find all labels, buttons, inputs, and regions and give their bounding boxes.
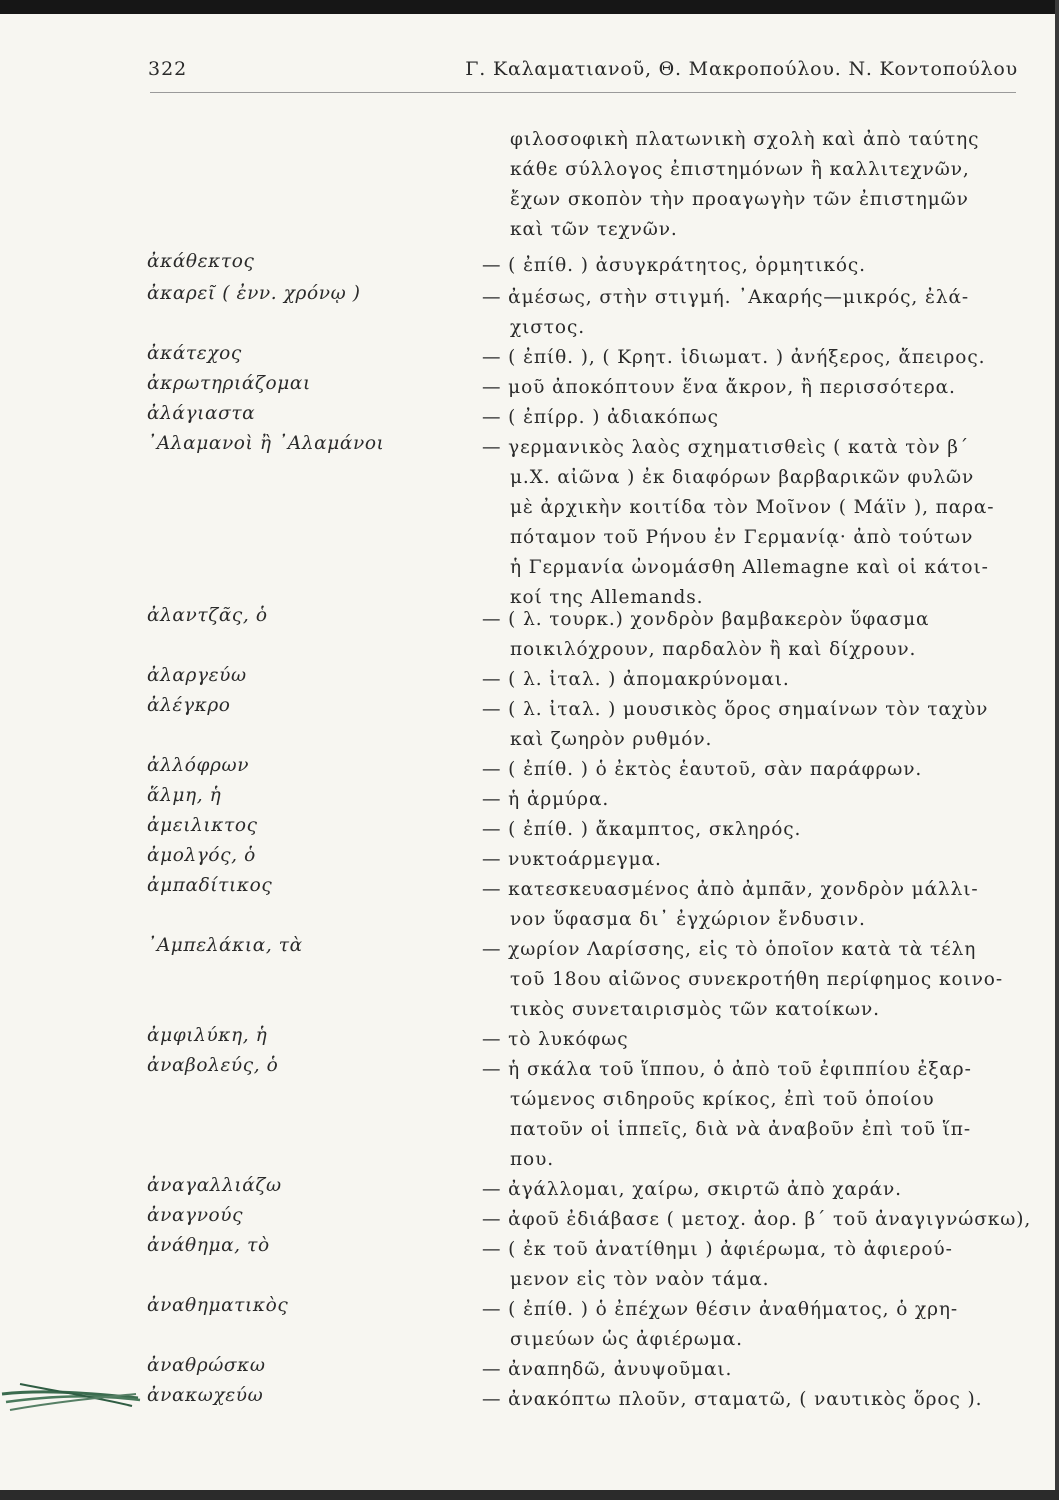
entry-definition [482, 785, 1017, 815]
entry-definition [482, 695, 1017, 755]
entry-definition [482, 433, 1017, 613]
definition-line: — ( ἐπίθ. ) ἄκαμπτος, σκληρός. [482, 819, 802, 840]
definition-line: τώμενος σιδηροῦς κρίκος, ἐπὶ τοῦ ὁποίου [510, 1089, 935, 1110]
entry-definition [482, 1355, 1017, 1385]
definition-line: — ( ἐπίθ. ), ( Κρητ. ἰδιωματ. ) ἀνήξερος, ἄπειρος. [482, 347, 986, 368]
entry-headword: ᾿Αμπελάκια, τὰ [147, 935, 303, 956]
definition-line: — μοῦ ἀποκόπτουν ἕνα ἄκρον, ἢ περισσότερα. [482, 377, 956, 398]
entry-headword: ἀναβολεύς, ὁ [147, 1055, 279, 1076]
definition-line: — ( ἐπίθ. ) ὁ ἐπέχων θέσιν ἀναθήματος, ὁ χρη- [482, 1299, 959, 1320]
definition-line: μενον εἰς τὸν ναὸν τάμα. [510, 1269, 770, 1290]
definition-line: τοῦ 18ου αἰῶνος συνεκροτήθη περίφημος κοινο- [510, 969, 1003, 990]
continued-definition [510, 125, 1020, 245]
entry-headword: ἀμφιλύκη, ἡ [147, 1025, 268, 1046]
intro-line: ἔχων σκοπὸν τὴν προαγωγὴν τῶν ἐπιστημῶν [510, 189, 969, 210]
entry-definition [482, 1175, 1017, 1205]
entry-headword: ἀναγαλλιάζω [147, 1175, 282, 1196]
definition-line: — ( ἐπίθ. ) ἀσυγκράτητος, ὁρμητικός. [482, 255, 866, 276]
entry-headword: ἀναθρώσκω [147, 1355, 266, 1376]
entry-definition [482, 755, 1017, 785]
definition-line: μ.Χ. αἰῶνα ) ἐκ διαφόρων βαρβαρικῶν φυλῶν [510, 467, 975, 488]
definition-line: — ἀμέσως, στὴν στιγμή. ᾿Ακαρής—μικρός, ἐλά- [482, 287, 969, 308]
definition-line: — ( λ. ἰταλ. ) μουσικὸς ὅρος σημαίνων τὸν ταχὺν [482, 699, 989, 720]
definition-line: νον ὕφασμα δι᾿ ἐγχώριον ἔνδυσιν. [510, 909, 866, 930]
entry-headword: ἀκάθεκτος [147, 251, 255, 272]
entry-definition [482, 1235, 1017, 1295]
definition-line: κοί της Allemands. [510, 587, 704, 608]
entry-definition [482, 935, 1017, 1025]
entry-headword: ἀλέγκρο [147, 695, 231, 716]
definition-line: χιστος. [510, 317, 586, 338]
entry-definition [482, 815, 1017, 845]
scan-right-border [1055, 0, 1059, 1500]
entry-headword: ἀνακωχεύω [147, 1385, 264, 1406]
entry-definition [482, 605, 1017, 665]
entry-headword: ἀκρωτηριάζομαι [147, 373, 311, 394]
definition-line: που. [510, 1149, 555, 1170]
entry-definition [482, 665, 1017, 695]
entry-definition [482, 403, 1017, 433]
pen-mark [0, 1372, 150, 1422]
entry-headword: ἀναθηματικὸς [147, 1295, 289, 1316]
scan-top-border [0, 0, 1059, 14]
entry-headword: ἀκάτεχος [147, 343, 242, 364]
running-head: Γ. Καλαματιανοῦ, Θ. Μακροπούλου. Ν. Κοντοπούλου [465, 58, 1018, 80]
entry-headword: ἀναγνούς [147, 1205, 244, 1226]
page-header [148, 56, 1018, 96]
definition-line: — ἀγάλλομαι, χαίρω, σκιρτῶ ἀπὸ χαράν. [482, 1179, 902, 1200]
header-rule [150, 92, 1016, 93]
definition-line: καὶ ζωηρὸν ρυθμόν. [510, 729, 713, 750]
entry-definition [482, 875, 1017, 935]
entry-headword: ἀλαργεύω [147, 665, 247, 686]
definition-line: ποικιλόχρουν, παρδαλὸν ἢ καὶ δίχρουν. [510, 639, 917, 660]
definition-line: — νυκτοάρμεγμα. [482, 849, 662, 870]
entry-definition [482, 283, 1017, 343]
entry-headword: ἀλλόφρων [147, 755, 250, 776]
definition-line: — ἀφοῦ ἐδιάβασε ( μετοχ. ἀορ. β΄ τοῦ ἀναγιγνώσκω), [482, 1209, 1032, 1230]
entry-definition [482, 1295, 1017, 1355]
entry-headword: ἀλαντζᾶς, ὁ [147, 605, 268, 626]
entry-headword: ἀμειλικτος [147, 815, 258, 836]
entry-definition [482, 251, 1017, 281]
entry-definition [482, 373, 1017, 403]
definition-line: — ( λ. τουρκ.) χονδρὸν βαμβακερὸν ὕφασμα [482, 609, 930, 630]
entry-definition [482, 1205, 1032, 1235]
entry-headword: ἅλμη, ἡ [147, 785, 222, 806]
entry-definition [482, 845, 1017, 875]
entry-headword: ἀμπαδίτικος [147, 875, 273, 896]
entry-headword: ἀνάθημα, τὸ [147, 1235, 270, 1256]
definition-line: — ( ἐπίθ. ) ὁ ἐκτὸς ἑαυτοῦ, σὰν παράφρων. [482, 759, 923, 780]
entry-definition [482, 1385, 1017, 1415]
entry-headword: ᾿Αλαμανοὶ ἢ ᾿Αλαμάνοι [147, 433, 385, 454]
definition-line: — τὸ λυκόφως [482, 1029, 629, 1050]
definition-line: — χωρίον Λαρίσσης, εἰς τὸ ὁποῖον κατὰ τὰ τέλη [482, 939, 977, 960]
entry-definition [482, 343, 1017, 373]
entry-headword: ἀκαρεῖ ( ἐνν. χρόνῳ ) [147, 283, 361, 304]
entry-headword: ἀμολγός, ὁ [147, 845, 256, 866]
definition-line: — ( ἐκ τοῦ ἀνατίθημι ) ἀφιέρωμα, τὸ ἀφιερού- [482, 1239, 953, 1260]
definition-line: ἡ Γερμανία ὠνομάσθη Allemagne καὶ οἱ κάτοι- [510, 557, 989, 578]
definition-line: — ἡ σκάλα τοῦ ἵππου, ὁ ἀπὸ τοῦ ἐφιππίου ἐξαρ- [482, 1059, 972, 1080]
definition-line: — κατεσκευασμένος ἀπὸ ἀμπᾶν, χονδρὸν μάλλι- [482, 879, 979, 900]
definition-line: — ἀνακόπτω πλοῦν, σταματῶ, ( ναυτικὸς ὅρος ). [482, 1389, 983, 1410]
intro-line: φιλοσοφικὴ πλατωνικὴ σχολὴ καὶ ἀπὸ ταύτης [510, 129, 980, 150]
definition-line: πατοῦν οἱ ἱππεῖς, διὰ νὰ ἀναβοῦν ἐπὶ τοῦ ἵπ- [510, 1119, 972, 1140]
definition-line: πόταμον τοῦ Ρήνου ἐν Γερμανίᾳ· ἀπὸ τούτων [510, 527, 974, 548]
entry-headword: ἀλάγιαστα [147, 403, 256, 424]
definition-line: τικὸς συνεταιρισμὸς τῶν κατοίκων. [510, 999, 880, 1020]
definition-line: — ἀναπηδῶ, ἀνυψοῦμαι. [482, 1359, 733, 1380]
scan-bottom-border [0, 1490, 1059, 1500]
definition-line: — ( λ. ἰταλ. ) ἀπομακρύνομαι. [482, 669, 790, 690]
entry-definition [482, 1025, 1017, 1055]
definition-line: — ἡ ἁρμύρα. [482, 789, 610, 810]
intro-line: κάθε σύλλογος ἐπιστημόνων ἢ καλλιτεχνῶν, [510, 159, 970, 180]
entry-definition [482, 1055, 1017, 1175]
page-number: 322 [148, 58, 188, 80]
definition-line: — γερμανικὸς λαὸς σχηματισθεὶς ( κατὰ τὸν β΄ [482, 437, 970, 458]
intro-line: καὶ τῶν τεχνῶν. [510, 219, 678, 240]
definition-line: σιμεύων ὡς ἀφιέρωμα. [510, 1329, 743, 1350]
definition-line: μὲ ἀρχικὴν κοιτίδα τὸν Μοῖνον ( Μάϊν ), παρα- [510, 497, 995, 518]
definition-line: — ( ἐπίρρ. ) ἀδιακόπως [482, 407, 719, 428]
